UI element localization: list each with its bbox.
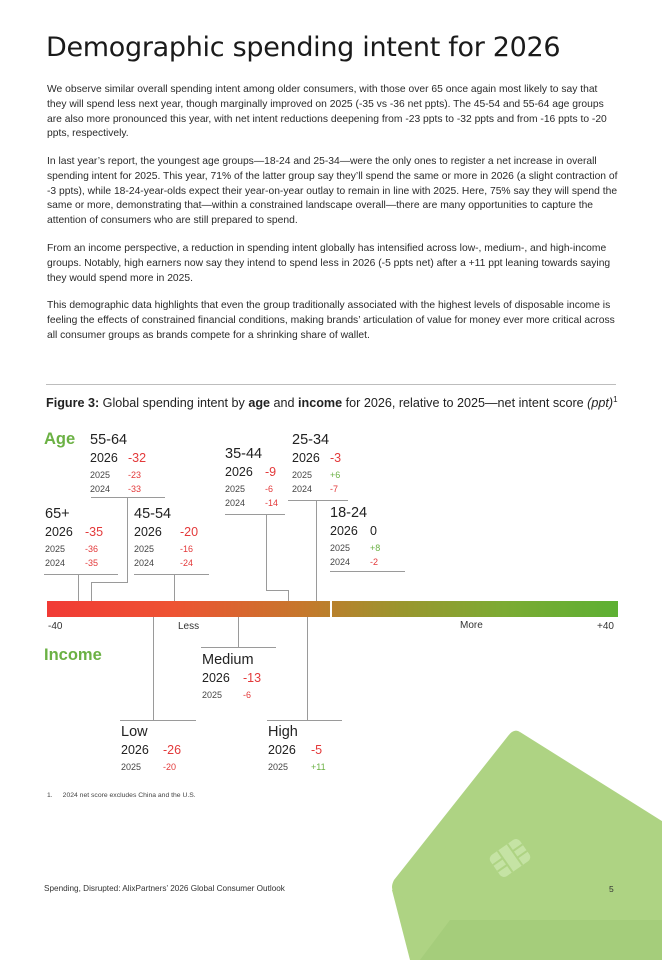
- year-label: 2024: [134, 557, 155, 568]
- year-label: 2026: [330, 523, 358, 538]
- year-label: 2026: [134, 524, 162, 539]
- group-row-2024: [330, 556, 379, 572]
- group-row-2025: [330, 542, 381, 558]
- group-name: High: [268, 724, 298, 740]
- net-score-value: -24: [180, 557, 194, 568]
- group-row-2026: [202, 670, 262, 691]
- intent-scale-bar: [47, 601, 618, 617]
- year-label: 2026: [268, 742, 296, 757]
- net-score-value: -36: [85, 543, 99, 554]
- net-score-value: -32: [128, 450, 147, 465]
- net-score-value: -7: [330, 483, 339, 494]
- figure-title: Figure 3: Global spending intent by age and income for 2026, relative to 2025—net intent score (ppt)$^1$: [46, 395, 618, 411]
- axis-less-label: Less: [178, 621, 200, 632]
- year-label: 2025: [90, 469, 111, 480]
- zero-marker: [330, 600, 332, 618]
- group-name: 35-44: [225, 446, 263, 462]
- net-score-value: -33: [128, 483, 142, 494]
- section-label-age: Age: [44, 430, 76, 448]
- group-row-2025: [225, 483, 274, 499]
- group-row-2025: [121, 761, 177, 777]
- income-group-medium: [202, 652, 262, 705]
- paragraph-1: We observe similar overall spending intent among older consumers, with those over 65 once again most likely to say that they will spend less next year, though marginally improved on 2025 (-35 vs -36 net ppts). The 45-54 and 55-64 age groups are also more pronounced this year, with net intent reductions deepening from -23 ppts to -32 ppts and from -16 ppts to -20 ppts, respectively.: [47, 84, 607, 140]
- age-group-65-plus: [45, 506, 104, 573]
- group-row-2024: [134, 557, 194, 573]
- group-row-2025: [45, 543, 99, 559]
- paragraph-3: From an income perspective, a reduction in spending intent globally has intensified across low-, medium-, and high-income groups. Notably, high earners now say they intend to spend less in 2026 (-5 ppts net) after a +11 ppt leaning towards saying they would spend more in 2025.: [47, 243, 611, 284]
- group-row-2024: [225, 497, 279, 513]
- group-row-2026: [90, 450, 147, 471]
- net-score-value: -5: [311, 742, 323, 757]
- group-name: 45-54: [134, 506, 172, 522]
- group-name: 18-24: [330, 505, 368, 521]
- year-label: 2026: [202, 670, 230, 685]
- axis-max-label: +40: [597, 621, 614, 632]
- paragraph-2: In last year’s report, the youngest age groups—18-24 and 25-34—were the only ones to register a net increase in overall spending intent for 2025. This year, 71% of the latter group say they’ll spend the same or more in 2026 (a slight contraction of -3 ppts), while 18-24-year-olds expect their year-on-year outlay to remain in line with 2025. Here, 75% say they will spend the same or more, demonstrating that—within a constrained landscape overall—there are many opportunities to capture the attention of consumers who are still prepared to spend.: [47, 156, 618, 227]
- group-name: 25-34: [292, 432, 330, 448]
- figure-label: Figure 3:: [46, 396, 100, 411]
- axis-min-label: -40: [48, 621, 63, 632]
- year-label: 2024: [90, 483, 111, 494]
- group-name: Medium: [202, 652, 254, 668]
- year-label: 2026: [292, 450, 320, 465]
- net-score-value: -13: [243, 670, 262, 685]
- net-score-value: +6: [330, 469, 341, 480]
- group-name: Low: [121, 724, 148, 740]
- group-row-2025: [134, 543, 194, 559]
- net-score-value: -26: [163, 742, 182, 757]
- net-score-value: -6: [243, 689, 252, 700]
- net-score-value: -2: [370, 556, 379, 567]
- age-group-55-64: [90, 432, 147, 499]
- net-score-value: 0: [370, 523, 377, 538]
- group-name: 55-64: [90, 432, 128, 448]
- year-label: 2026: [45, 524, 73, 539]
- group-row-2026: [45, 524, 104, 545]
- net-score-value: +11: [311, 761, 326, 772]
- year-label: 2026: [225, 464, 253, 479]
- net-score-value: -16: [180, 543, 194, 554]
- year-label: 2024: [330, 556, 351, 567]
- net-score-value: -20: [180, 524, 199, 539]
- group-row-2026: [225, 464, 277, 485]
- net-score-value: +8: [370, 542, 381, 553]
- year-label: 2025: [268, 761, 289, 772]
- group-row-2025: [202, 691, 254, 705]
- group-row-2026: [268, 742, 323, 763]
- page-footer: Spending, Disrupted: AlixPartners’ 2026 Global Consumer Outlook: [44, 884, 285, 893]
- group-row-2025: [268, 761, 326, 777]
- page-title: Demographic spending intent for 2026: [46, 32, 561, 63]
- income-group-high: [268, 724, 326, 777]
- footnote: 1. 2024 net score excludes China and the U.S.: [47, 792, 196, 799]
- group-row-2025: [292, 469, 341, 485]
- group-row-2025: [90, 469, 142, 485]
- year-label: 2025: [202, 689, 223, 700]
- paragraph-4: This demographic data highlights that even the group traditionally associated with the highest levels of disposable income is feeling the effects of constrained financial conditions, making brands’ articulation of value for money ever more critical across all consumer groups as brands compete for a shrinking share of wallet.: [47, 300, 615, 341]
- year-label: 2026: [121, 742, 149, 757]
- page-number: 5: [609, 884, 614, 894]
- figure-divider: [46, 384, 616, 385]
- axis-more-label: More: [460, 620, 483, 631]
- age-group-25-34: [292, 432, 342, 499]
- group-row-2024: [90, 483, 142, 499]
- net-score-value: -35: [85, 524, 104, 539]
- year-label: 2025: [225, 483, 246, 494]
- year-label: 2024: [225, 497, 246, 508]
- credit-card-illustration: [390, 730, 662, 960]
- year-label: 2025: [330, 542, 351, 553]
- year-label: 2025: [121, 761, 142, 772]
- net-score-value: -14: [265, 497, 279, 508]
- net-score-value: -6: [265, 483, 274, 494]
- year-label: 2025: [292, 469, 313, 480]
- net-score-value: -35: [85, 557, 99, 568]
- year-label: 2025: [45, 543, 66, 554]
- group-row-2026: [134, 524, 199, 545]
- group-row-2024: [45, 557, 99, 573]
- group-name: 65+: [45, 506, 70, 522]
- group-row-2026: [292, 450, 342, 471]
- year-label: 2026: [90, 450, 118, 465]
- year-label: 2024: [292, 483, 313, 494]
- net-score-value: -20: [163, 761, 177, 772]
- age-group-45-54: [134, 506, 199, 573]
- net-score-value: -3: [330, 450, 342, 465]
- net-score-value: -23: [128, 469, 142, 480]
- year-label: 2024: [45, 557, 66, 568]
- group-row-2026: [121, 742, 182, 763]
- year-label: 2025: [134, 543, 155, 554]
- section-label-income: Income: [44, 646, 102, 664]
- age-group-35-44: [225, 446, 279, 513]
- net-score-value: -9: [265, 464, 277, 479]
- group-row-2024: [292, 483, 339, 499]
- group-row-2026: [330, 523, 377, 544]
- age-group-18-24: [330, 505, 381, 572]
- income-group-low: [121, 724, 182, 777]
